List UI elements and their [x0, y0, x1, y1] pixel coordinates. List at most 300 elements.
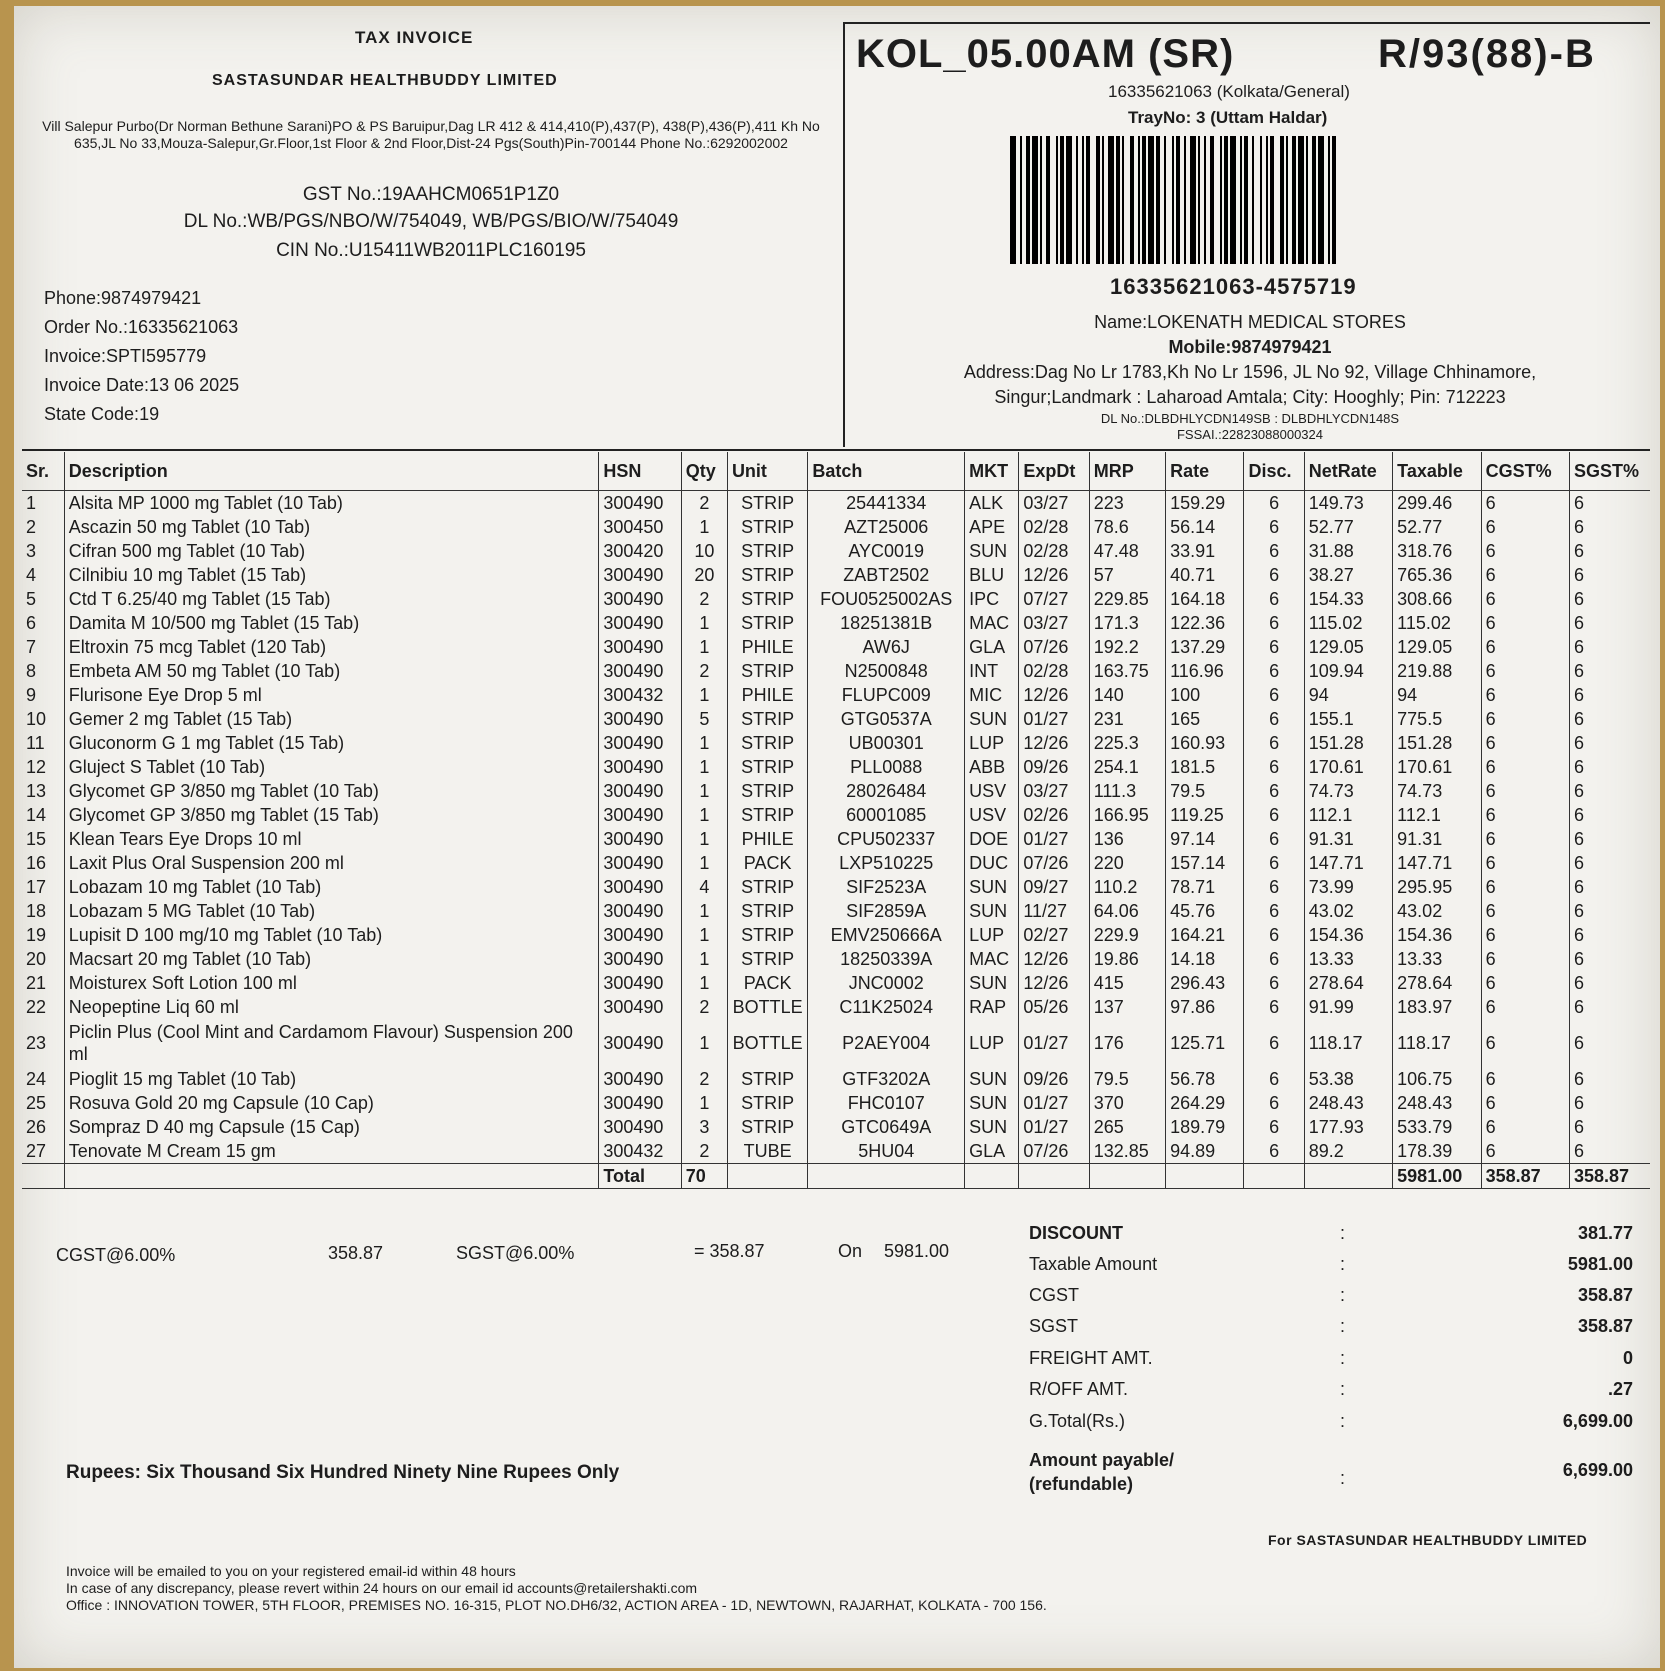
cell-batch: 5HU04	[808, 1139, 965, 1164]
cell-disc: 6	[1244, 1067, 1304, 1091]
table-row	[22, 611, 1650, 635]
cell-rate: 157.14	[1166, 851, 1244, 875]
cell-description: Flurisone Eye Drop 5 ml	[64, 683, 599, 707]
cell-hsn: 300490	[599, 875, 681, 899]
cell-description: Gluject S Tablet (10 Tab)	[64, 755, 599, 779]
cell-unit: STRIP	[727, 755, 807, 779]
cell-mrp: 110.2	[1089, 875, 1165, 899]
summary-value: 0	[1622, 1348, 1633, 1368]
cell-cgst: 6	[1481, 899, 1569, 923]
cell-disc: 6	[1244, 947, 1304, 971]
cell-hsn: 300490	[599, 995, 681, 1019]
cell-taxable: 74.73	[1393, 779, 1481, 803]
cell-mkt: GLA	[965, 635, 1019, 659]
cell-rate: 116.96	[1166, 659, 1244, 683]
cell-mkt: ABB	[965, 755, 1019, 779]
total-taxable: 5981.00	[1393, 1164, 1481, 1189]
cell-unit: STRIP	[727, 1115, 807, 1139]
cell-batch: JNC0002	[808, 971, 965, 995]
table-row	[22, 659, 1650, 683]
cell-mrp: 57	[1089, 563, 1165, 587]
cell-hsn: 300490	[599, 779, 681, 803]
cell-batch: P2AEY004	[808, 1019, 965, 1067]
cell-cgst: 6	[1481, 659, 1569, 683]
cell-taxable: 178.39	[1393, 1139, 1481, 1164]
cell-hsn: 300490	[599, 947, 681, 971]
cell-hsn: 300490	[599, 851, 681, 875]
cell-qty: 1	[681, 947, 727, 971]
cell-rate: 296.43	[1166, 971, 1244, 995]
cell-mkt: SUN	[965, 707, 1019, 731]
summary-value: 6,699.00	[1562, 1460, 1633, 1480]
table-row	[22, 851, 1650, 875]
cell-batch: AZT25006	[808, 515, 965, 539]
cell-mrp: 171.3	[1089, 611, 1165, 635]
barcode-number: 16335621063-4575719	[1110, 274, 1357, 299]
cell-unit: STRIP	[727, 923, 807, 947]
cell-sr: 13	[26, 781, 47, 801]
table-row	[22, 1019, 1650, 1067]
cell-sgst: 6	[1570, 851, 1651, 875]
cell-unit: BOTTLE	[727, 995, 807, 1019]
cell-netrate: 248.43	[1304, 1091, 1392, 1115]
cell-taxable: 147.71	[1393, 851, 1481, 875]
cell-disc: 6	[1244, 683, 1304, 707]
cell-batch: FLUPC009	[808, 683, 965, 707]
cell-sr: 26	[26, 1117, 47, 1137]
summary-colon: :	[1340, 1468, 1346, 1488]
summary-value: 358.87	[1577, 1285, 1633, 1305]
cell-sgst: 6	[1570, 731, 1651, 755]
cell-batch: GTF3202A	[808, 1067, 965, 1091]
col-qty: Qty	[681, 452, 727, 491]
cell-mkt: MAC	[965, 611, 1019, 635]
cell-expdt: 01/27	[1019, 827, 1089, 851]
cell-sgst: 6	[1570, 1139, 1651, 1164]
cell-sr: 20	[26, 949, 47, 969]
cell-netrate: 147.71	[1304, 851, 1392, 875]
gst-number: GST No.:19AAHCM0651P1Z0	[302, 184, 560, 205]
cell-cgst: 6	[1481, 539, 1569, 563]
table-row	[22, 947, 1650, 971]
cell-sgst: 6	[1570, 1091, 1651, 1115]
cell-unit: PACK	[727, 851, 807, 875]
cell-cgst: 6	[1481, 707, 1569, 731]
cell-mrp: 223	[1089, 491, 1165, 516]
cell-sr: 8	[26, 661, 37, 681]
cell-netrate: 91.31	[1304, 827, 1392, 851]
cell-expdt: 01/27	[1019, 1019, 1089, 1067]
table-row	[22, 755, 1650, 779]
cell-sr: 4	[26, 565, 37, 585]
cell-taxable: 765.36	[1393, 563, 1481, 587]
cell-description: Tenovate M Cream 15 gm	[64, 1139, 599, 1164]
footer-discrepancy-note: In case of any discrepancy, please revert within 24 hours on our email id accounts@retailershakti.com	[66, 1580, 698, 1596]
cell-batch: UB00301	[808, 731, 965, 755]
cell-rate: 165	[1166, 707, 1244, 731]
cell-sgst: 6	[1570, 779, 1651, 803]
cell-description: Macsart 20 mg Tablet (10 Tab)	[64, 947, 599, 971]
col-unit: Unit	[727, 452, 807, 491]
cell-sgst: 6	[1570, 1019, 1651, 1067]
cell-sr: 2	[26, 517, 37, 537]
cell-description: Ctd T 6.25/40 mg Tablet (15 Tab)	[64, 587, 599, 611]
cell-sgst: 6	[1570, 707, 1651, 731]
cell-batch: AW6J	[808, 635, 965, 659]
cell-taxable: 170.61	[1393, 755, 1481, 779]
cell-disc: 6	[1244, 563, 1304, 587]
table-row	[22, 707, 1650, 731]
cell-rate: 119.25	[1166, 803, 1244, 827]
cell-qty: 1	[681, 779, 727, 803]
cell-disc: 6	[1244, 707, 1304, 731]
cell-mkt: MIC	[965, 683, 1019, 707]
cell-qty: 1	[681, 683, 727, 707]
cell-rate: 94.89	[1166, 1139, 1244, 1164]
cell-batch: SIF2859A	[808, 899, 965, 923]
cell-netrate: 74.73	[1304, 779, 1392, 803]
cell-rate: 125.71	[1166, 1019, 1244, 1067]
cell-sgst: 6	[1570, 875, 1651, 899]
col-description: Description	[64, 452, 599, 491]
cell-sr: 10	[26, 709, 47, 729]
summary-colon: :	[1340, 1348, 1346, 1368]
cell-batch: LXP510225	[808, 851, 965, 875]
cell-unit: STRIP	[727, 803, 807, 827]
cell-sgst: 6	[1570, 1067, 1651, 1091]
cell-mkt: IPC	[965, 587, 1019, 611]
cell-disc: 6	[1244, 1115, 1304, 1139]
cell-expdt: 01/27	[1019, 707, 1089, 731]
cell-netrate: 89.2	[1304, 1139, 1392, 1164]
cell-rate: 33.91	[1166, 539, 1244, 563]
cell-sgst: 6	[1570, 611, 1651, 635]
cell-unit: STRIP	[727, 539, 807, 563]
cell-netrate: 94	[1304, 683, 1392, 707]
cell-rate: 97.14	[1166, 827, 1244, 851]
customer-address-line2: Singur;Landmark : Laharoad Amtala; City: Hooghly; Pin: 712223	[994, 387, 1506, 407]
cell-expdt: 02/26	[1019, 803, 1089, 827]
col-cgst: CGST%	[1481, 452, 1569, 491]
cell-mrp: 78.6	[1089, 515, 1165, 539]
cell-expdt: 12/26	[1019, 683, 1089, 707]
cell-rate: 40.71	[1166, 563, 1244, 587]
table-row	[22, 515, 1650, 539]
cell-mkt: SUN	[965, 1067, 1019, 1091]
col-mrp: MRP	[1089, 452, 1165, 491]
cell-cgst: 6	[1481, 1091, 1569, 1115]
cell-batch: 60001085	[808, 803, 965, 827]
cell-mrp: 47.48	[1089, 539, 1165, 563]
cell-taxable: 91.31	[1393, 827, 1481, 851]
cell-taxable: 151.28	[1393, 731, 1481, 755]
cell-description: Sompraz D 40 mg Capsule (15 Cap)	[64, 1115, 599, 1139]
cell-sr: 24	[26, 1069, 47, 1089]
cell-taxable: 118.17	[1393, 1019, 1481, 1067]
summary-label: Taxable Amount	[1029, 1254, 1158, 1274]
cell-rate: 164.21	[1166, 923, 1244, 947]
amount-in-words: Rupees: Six Thousand Six Hundred Ninety Nine Rupees Only	[66, 1462, 620, 1483]
cell-sgst: 6	[1570, 635, 1651, 659]
footer-office-address: Office : INNOVATION TOWER, 5TH FLOOR, PREMISES NO. 16-315, PLOT NO.DH6/32, ACTION AREA - 1D, NEWTOWN, RAJARHAT, KOLKATA - 700 156.	[66, 1597, 1047, 1613]
cell-taxable: 115.02	[1393, 611, 1481, 635]
cell-cgst: 6	[1481, 1139, 1569, 1164]
cell-mkt: APE	[965, 515, 1019, 539]
cell-qty: 1	[681, 1019, 727, 1067]
cell-mkt: LUP	[965, 1019, 1019, 1067]
cell-sr: 3	[26, 541, 37, 561]
cell-expdt: 07/26	[1019, 635, 1089, 659]
cell-expdt: 12/26	[1019, 563, 1089, 587]
cell-hsn: 300490	[599, 923, 681, 947]
total-sgst: 358.87	[1570, 1164, 1651, 1189]
document-title: TAX INVOICE	[355, 28, 474, 47]
items-table	[22, 452, 1650, 1189]
cell-hsn: 300490	[599, 659, 681, 683]
cell-rate: 181.5	[1166, 755, 1244, 779]
col-taxable: Taxable	[1393, 452, 1481, 491]
cell-disc: 6	[1244, 515, 1304, 539]
cell-qty: 10	[681, 539, 727, 563]
cell-mrp: 192.2	[1089, 635, 1165, 659]
cell-hsn: 300490	[599, 827, 681, 851]
cell-expdt: 09/26	[1019, 1067, 1089, 1091]
cell-unit: PHILE	[727, 635, 807, 659]
cell-netrate: 73.99	[1304, 875, 1392, 899]
cell-cgst: 6	[1481, 731, 1569, 755]
cell-mkt: SUN	[965, 1115, 1019, 1139]
cell-sr: 11	[26, 733, 45, 753]
cell-mrp: 136	[1089, 827, 1165, 851]
summary-label: Amount payable/ (refundable)	[1029, 1450, 1175, 1494]
table-row	[22, 899, 1650, 923]
cell-qty: 4	[681, 875, 727, 899]
cell-hsn: 300432	[599, 683, 681, 707]
cell-expdt: 07/27	[1019, 587, 1089, 611]
tray-number: TrayNo: 3 (Uttam Haldar)	[1128, 108, 1328, 127]
cell-mrp: 229.9	[1089, 923, 1165, 947]
cell-mrp: 64.06	[1089, 899, 1165, 923]
cell-batch: AYC0019	[808, 539, 965, 563]
table-row	[22, 1115, 1650, 1139]
cell-rate: 78.71	[1166, 875, 1244, 899]
cell-batch: PLL0088	[808, 755, 965, 779]
cell-taxable: 43.02	[1393, 899, 1481, 923]
cell-taxable: 106.75	[1393, 1067, 1481, 1091]
cell-description: Klean Tears Eye Drops 10 ml	[64, 827, 599, 851]
cell-mkt: DOE	[965, 827, 1019, 851]
cell-mkt: SUN	[965, 899, 1019, 923]
customer-dl: DL No.:DLBDHLYCDN149SB : DLBDHLYCDN148S	[1100, 411, 1400, 426]
invoice-number: Invoice:SPTI595779	[44, 346, 207, 366]
cell-qty: 2	[681, 1139, 727, 1164]
cell-description: Moisturex Soft Lotion 100 ml	[64, 971, 599, 995]
cell-netrate: 112.1	[1304, 803, 1392, 827]
cell-mrp: 370	[1089, 1091, 1165, 1115]
cell-disc: 6	[1244, 1139, 1304, 1164]
cell-sr: 1	[26, 493, 37, 513]
cgst-breakup-value: 358.87	[328, 1243, 384, 1263]
summary-colon: :	[1340, 1411, 1346, 1431]
cell-disc: 6	[1244, 491, 1304, 516]
cell-cgst: 6	[1481, 515, 1569, 539]
cell-mkt: DUC	[965, 851, 1019, 875]
cell-mkt: GLA	[965, 1139, 1019, 1164]
cell-sr: 25	[26, 1093, 47, 1113]
total-label: Total	[599, 1164, 681, 1189]
table-row	[22, 995, 1650, 1019]
header-divider	[843, 22, 845, 447]
cell-expdt: 12/26	[1019, 731, 1089, 755]
cell-batch: C11K25024	[808, 995, 965, 1019]
summary-label: SGST	[1029, 1316, 1079, 1336]
cell-netrate: 52.77	[1304, 515, 1392, 539]
cell-taxable: 318.76	[1393, 539, 1481, 563]
cell-qty: 1	[681, 515, 727, 539]
cell-hsn: 300490	[599, 731, 681, 755]
cell-expdt: 09/27	[1019, 875, 1089, 899]
table-row	[22, 803, 1650, 827]
cell-unit: PACK	[727, 971, 807, 995]
cell-qty: 2	[681, 1067, 727, 1091]
cell-disc: 6	[1244, 731, 1304, 755]
cell-cgst: 6	[1481, 803, 1569, 827]
cell-cgst: 6	[1481, 683, 1569, 707]
cell-mrp: 254.1	[1089, 755, 1165, 779]
summary-label: CGST	[1029, 1285, 1080, 1305]
cell-sgst: 6	[1570, 803, 1651, 827]
cell-rate: 97.86	[1166, 995, 1244, 1019]
cell-expdt: 11/27	[1019, 899, 1089, 923]
cell-description: Laxit Plus Oral Suspension 200 ml	[64, 851, 599, 875]
cell-description: Embeta AM 50 mg Tablet (10 Tab)	[64, 659, 599, 683]
cell-mkt: ALK	[965, 491, 1019, 516]
cell-netrate: 278.64	[1304, 971, 1392, 995]
cell-taxable: 775.5	[1393, 707, 1481, 731]
col-hsn: HSN	[599, 452, 681, 491]
cell-qty: 20	[681, 563, 727, 587]
cell-batch: EMV250666A	[808, 923, 965, 947]
cell-hsn: 300490	[599, 491, 681, 516]
cell-description: Neopeptine Liq 60 ml	[64, 995, 599, 1019]
cell-hsn: 300490	[599, 1019, 681, 1067]
cell-sgst: 6	[1570, 515, 1651, 539]
col-batch: Batch	[808, 452, 965, 491]
table-row	[22, 1067, 1650, 1091]
cell-mkt: MAC	[965, 947, 1019, 971]
cell-qty: 3	[681, 1115, 727, 1139]
cell-sr: 12	[26, 757, 47, 777]
cell-hsn: 300490	[599, 563, 681, 587]
cin-number: CIN No.:U15411WB2011PLC160195	[276, 240, 586, 261]
cell-disc: 6	[1244, 851, 1304, 875]
cell-disc: 6	[1244, 995, 1304, 1019]
table-row	[22, 923, 1650, 947]
cell-sr: 17	[26, 877, 47, 897]
cell-unit: PHILE	[727, 683, 807, 707]
cell-sr: 23	[26, 1033, 47, 1053]
cell-cgst: 6	[1481, 563, 1569, 587]
cell-hsn: 300490	[599, 611, 681, 635]
col-mkt: MKT	[965, 452, 1019, 491]
cell-unit: TUBE	[727, 1139, 807, 1164]
signatory-line: For SASTASUNDAR HEALTHBUDDY LIMITED	[1268, 1532, 1588, 1548]
cell-batch: 18251381B	[808, 611, 965, 635]
cell-taxable: 219.88	[1393, 659, 1481, 683]
cell-unit: BOTTLE	[727, 1019, 807, 1067]
col-rate: Rate	[1166, 452, 1244, 491]
cell-description: Gluconorm G 1 mg Tablet (15 Tab)	[64, 731, 599, 755]
cell-batch: 25441334	[808, 491, 965, 516]
cell-cgst: 6	[1481, 755, 1569, 779]
cell-qty: 1	[681, 971, 727, 995]
cell-netrate: 170.61	[1304, 755, 1392, 779]
cell-sgst: 6	[1570, 683, 1651, 707]
cell-netrate: 43.02	[1304, 899, 1392, 923]
cell-sgst: 6	[1570, 491, 1651, 516]
cell-mrp: 111.3	[1089, 779, 1165, 803]
cell-mrp: 225.3	[1089, 731, 1165, 755]
cell-qty: 1	[681, 899, 727, 923]
cell-unit: STRIP	[727, 899, 807, 923]
cell-mrp: 137	[1089, 995, 1165, 1019]
cell-taxable: 94	[1393, 683, 1481, 707]
cell-qty: 2	[681, 995, 727, 1019]
table-row	[22, 539, 1650, 563]
state-code: State Code:19	[44, 404, 160, 424]
route-code: R/93(88)-B	[1378, 32, 1596, 76]
cell-sgst: 6	[1570, 755, 1651, 779]
cell-rate: 79.5	[1166, 779, 1244, 803]
cell-netrate: 149.73	[1304, 491, 1392, 516]
cell-expdt: 02/28	[1019, 659, 1089, 683]
cell-disc: 6	[1244, 1091, 1304, 1115]
cell-qty: 1	[681, 635, 727, 659]
order-number: Order No.:16335621063	[44, 317, 239, 337]
total-qty: 70	[681, 1164, 727, 1189]
cell-sgst: 6	[1570, 563, 1651, 587]
cell-disc: 6	[1244, 1019, 1304, 1067]
cell-netrate: 154.33	[1304, 587, 1392, 611]
table-header-row	[22, 452, 1650, 491]
drug-license: DL No.:WB/PGS/NBO/W/754049, WB/PGS/BIO/W/754049	[183, 211, 679, 232]
cell-sr: 16	[26, 853, 47, 873]
cell-hsn: 300450	[599, 515, 681, 539]
header-divider-top	[843, 22, 1650, 24]
cell-sgst: 6	[1570, 659, 1651, 683]
cell-mkt: RAP	[965, 995, 1019, 1019]
cell-netrate: 53.38	[1304, 1067, 1392, 1091]
cell-description: Rosuva Gold 20 mg Capsule (10 Cap)	[64, 1091, 599, 1115]
cell-taxable: 154.36	[1393, 923, 1481, 947]
cell-unit: STRIP	[727, 611, 807, 635]
table-row	[22, 827, 1650, 851]
cell-rate: 56.78	[1166, 1067, 1244, 1091]
sgst-breakup-value: = 358.87	[694, 1241, 765, 1261]
cell-hsn: 300490	[599, 899, 681, 923]
cell-sgst: 6	[1570, 971, 1651, 995]
summary-value: 381.77	[1577, 1223, 1633, 1243]
phone: Phone:9874979421	[44, 288, 202, 308]
cell-expdt: 12/26	[1019, 971, 1089, 995]
cell-mrp: 220	[1089, 851, 1165, 875]
cell-mrp: 132.85	[1089, 1139, 1165, 1164]
cell-expdt: 09/26	[1019, 755, 1089, 779]
cell-mkt: SUN	[965, 971, 1019, 995]
cell-disc: 6	[1244, 659, 1304, 683]
cell-unit: STRIP	[727, 707, 807, 731]
cell-batch: FHC0107	[808, 1091, 965, 1115]
